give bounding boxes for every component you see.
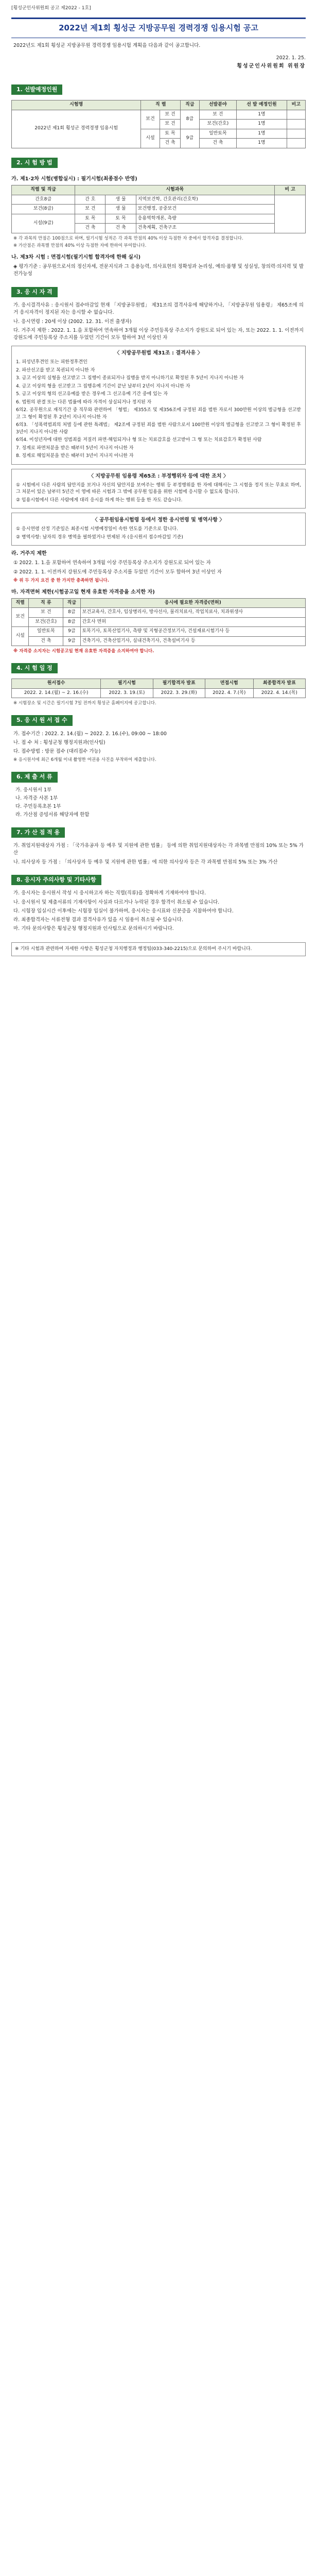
box-line: ② 병역사항: 남자의 경우 병역을 필하였거나 면제된 자 (응시원서 접수마감일 기준) <box>16 534 183 540</box>
document-item: 라. 가산점 증빙서류 해당자에 한함 <box>15 812 90 818</box>
exam-note: ※ 각 과목의 만점은 100점으로 하며, 필기시험 성적은 각 과목 만점의 40% 이상 득점한 자 중에서 합격자를 결정합니다. <box>13 235 243 241</box>
box-title: 〈 공무원임용시험령 등에서 정한 응시연령 및 병역사항 〉 <box>92 517 225 523</box>
subsection-title: 라. 거주지 제한 <box>11 551 47 557</box>
issuing-org: 횡성군인사위원회 위원장 <box>237 63 306 69</box>
table-header: 필기시험 <box>101 679 153 689</box>
interview-criteria: ◈ 평가기준 : 공무원으로서의 정신자세, 전문지식과 그 응용능력, 의사표현의 정확성과 논리성, 예의·품행 및 성실성, 창의력·의지력 및 발전가능성 <box>13 264 304 277</box>
box-line: ① 시험에서 다른 사람의 답안지를 보거나 자신의 답안지를 보여주는 행위 등 부정행위를 한 자에 대해서는 그 시험을 정지 또는 무효로 하며, 그 처분이 있은 날부터 5년간 이 영에 따른 시험과 그 밖에 공무원 임용을 위한 시험에 응시할 수 없도록 합니다. <box>16 482 301 495</box>
box-line: 4. 금고 이상의 형을 선고받고 그 집행유예 기간이 끝난 날부터 2년이 지나지 아니한 자 <box>16 383 190 389</box>
page-title: 2022년 제1회 횡성군 지방공무원 경력경쟁 임용시험 공고 <box>11 18 306 39</box>
section-title-schedule: 4. 시 험 일 정 <box>11 663 58 674</box>
exam-subject-table <box>11 185 306 233</box>
table-header: 선 발 예정인원 <box>237 100 287 110</box>
caution-item: 라. 최종합격자는 서류전형 결과 결격사유가 있을 시 임용이 취소될 수 있습니다. <box>13 917 183 923</box>
box-line: 3. 금고 이상의 실형을 선고받고 그 집행이 종료되거나 집행을 받지 아니하기로 확정된 후 5년이 지나지 아니한 자 <box>16 376 244 381</box>
table-header: 직 류 <box>29 598 63 608</box>
table-header: 필기합격자 발표 <box>153 679 205 689</box>
residence-item: ① 2022. 1. 1.을 포함하여 연속하여 3개월 이상 주민등록상 주소지가 강원도로 되어 있는 자 <box>13 560 211 566</box>
section-title-eligibility: 3. 응 시 자 격 <box>11 287 58 298</box>
table-header: 직급 <box>181 100 199 110</box>
table-header: 원서접수 <box>12 679 101 689</box>
table-header: 비 고 <box>275 185 306 195</box>
table-row: 시설 토 목 9급 일반토목 1명 <box>12 129 306 139</box>
table-row: 2022년 제1회 횡성군 경력경쟁 임용시험 보건 보 건 8급 보 건 1명 <box>12 110 306 120</box>
caution-item: 마. 기타 문의사항은 횡성군청 행정지원과 인사팀으로 문의하시기 바랍니다. <box>13 926 174 932</box>
bonus-item: 가. 취업지원대상자 가점 : 「국가유공자 등 예우 및 지원에 관한 법률」 등에 의한 취업지원대상자는 각 과목별 만점의 10% 또는 5% 가산 <box>13 843 304 856</box>
table-row: 시설 일반토목 9급 토목기사, 토목산업기사, 측량 및 지형공간정보기사, 건설재료시험기사 등 <box>12 627 306 637</box>
notice-page <box>0 0 317 972</box>
table-row: 건 축 9급 건축기사, 건축산업기사, 실내건축기사, 건축설비기사 등 <box>12 636 306 646</box>
table-header: 응시에 필요한 자격증(면허) <box>80 598 305 608</box>
table-header: 최종합격자 발표 <box>253 679 305 689</box>
residence-item: ② 2022. 1. 1. 이전까지 강원도에 주민등록상 주소지를 두었던 기간이 모두 합하여 3년 이상인 자 <box>13 569 222 575</box>
table-row: 보건 보 건 8급 보건교육사, 간호사, 임상병리사, 방사선사, 물리치료사, 작업치료사, 치과위생사 <box>12 608 306 618</box>
box-line: 7. 징계로 파면처분을 받은 때부터 5년이 지나지 아니한 자 <box>16 445 134 451</box>
license-table <box>11 598 306 647</box>
table-row: 건 축 건 축 건축계획, 건축구조 <box>12 224 306 233</box>
eligibility-item: 나. 응시연령 : 20세 이상 (2002. 12. 31. 이전 출생자) <box>13 318 132 325</box>
license-note: ※ 자격증 소지자는 시험공고일 현재 유효한 자격증을 소지하여야 합니다. <box>13 649 154 654</box>
table-header: 면접시험 <box>205 679 253 689</box>
table-header: 직렬 <box>12 598 29 608</box>
section-title-exam-method: 2. 시 험 방 법 <box>11 158 58 168</box>
table-header: 선발분야 <box>199 100 237 110</box>
section-title-application: 5. 응 시 원 서 접 수 <box>11 715 73 726</box>
table-row: 2022. 2. 14.(월) ~ 2. 16.(수) 2022. 3. 19.(토) 2022. 3. 29.(화) 2022. 4. 7.(목) 2022. 4. 14.(목) <box>12 688 306 698</box>
table-row: 건 축 건 축 1명 <box>12 139 306 148</box>
age-military-box <box>11 513 306 546</box>
subsection-title: 마. 자격면허 제한(시험공고일 현재 유효한 자격증을 소지한 자) <box>11 589 155 595</box>
schedule-table <box>11 679 306 698</box>
contact-footer: ※ 기타 시험과 관련하여 자세한 사항은 횡성군청 자치행정과 행정팀(033-340-2215)으로 문의하여 주시기 바랍니다. <box>11 942 306 957</box>
disqualification-box <box>11 346 306 465</box>
table-header: 시험과목 <box>75 185 275 195</box>
subsection-title: 나. 제3차 시험 : 면접시험(필기시험 합격자에 한해 실시) <box>11 255 141 260</box>
table-header: 직렬 및 직급 <box>12 185 75 195</box>
caution-item: 가. 응시자는 응시원서 작성 시 응시하고자 하는 직렬(직류)을 정확하게 기재하여야 합니다. <box>13 890 206 896</box>
table-row: 보건(8급) 보 건 생 물 보건행정, 공중보건 <box>12 205 306 214</box>
schedule-note: ※ 시험장소 및 시간은 필기시험 7일 전까지 횡성군 홈페이지에 공고합니다. <box>13 701 156 706</box>
eligibility-item: 다. 거주지 제한 : 2022. 1. 1.을 포함하여 연속하여 3개월 이상 주민등록상 주소지가 강원도로 되어 있는 자, 또는 2022. 1. 1. 이전까지 강원도에 주민등록상 주소지를 두었던 기간이 모두 합하여 3년 이상인 자 <box>13 327 304 341</box>
eligibility-item: 가. 응시결격사유 : 응시원서 접수마감일 현재 「지방공무원법」 제31조의 결격사유에 해당하거나, 「지방공무원 임용령」 제65조에 의거 응시자격이 정지된 자는 응시할 수 없습니다. <box>13 302 304 316</box>
table-row: 보건(간호) 8급 간호사 면허 <box>12 617 306 627</box>
table-row: 시설(9급) 토 목 토 목 응용역학개론, 측량 <box>12 214 306 224</box>
box-title: 〈 지방공무원법 제31조 : 결격사유 〉 <box>114 350 203 357</box>
box-line: ① 응시연령 산정 기준일은 최종시험 시행예정일이 속한 연도를 기준으로 합니다. <box>16 527 178 532</box>
box-title: 〈 지방공무원 임용령 제65조 : 부정행위자 등에 대한 조치 〉 <box>88 473 229 479</box>
misconduct-box <box>11 469 306 509</box>
box-line: 6의4. 미성년자에 대한 성범죄를 저질러 파면·해임되거나 형 또는 치료감호를 선고받아 그 형 또는 치료감호가 확정된 사람 <box>16 437 262 443</box>
caution-item: 다. 시험장 입실시간 이후에는 시험장 입실이 불가하며, 응시자는 응시표와 신분증을 지참하여야 합니다. <box>13 908 234 914</box>
application-item: 다. 접수방법 : 방문 접수 (대리접수 가능) <box>13 749 101 754</box>
section-title-notes: 8. 응시자 주의사항 및 기타사항 <box>11 875 101 886</box>
box-line: 6의2. 공무원으로 재직기간 중 직무와 관련하여 「형법」 제355조 및 제356조에 규정된 죄를 범한 자로서 300만원 이상의 벌금형을 선고받고 그 형이 확정된 후 2년이 지나지 아니한 자 <box>16 408 301 420</box>
intro-text: 2022년도 제1회 횡성군 지방공무원 경력경쟁 임용시험 계획을 다음과 같이 공고합니다. <box>13 43 201 48</box>
notice-number: [횡성군인사위원회 공고 제2022 - 1호] <box>11 6 91 11</box>
table-header: 시험명 <box>12 100 141 110</box>
box-line: ② 임용시험에서 다른 사람에게 대리 응시를 하게 하는 행위 등을 한 자도 같습니다. <box>16 497 183 503</box>
box-line: 2. 파산선고를 받고 복권되지 아니한 자 <box>16 367 95 373</box>
table-header: 직급 <box>63 598 80 608</box>
box-line: 8. 징계로 해임처분을 받은 때부터 3년이 지나지 아니한 자 <box>16 453 134 459</box>
application-item: 나. 접 수 처 : 횡성군청 행정지원과(인사팀) <box>13 739 105 745</box>
notice-date: 2022. 1. 25. <box>276 55 306 61</box>
exam-note: ※ 가산점은 과목별 만점의 40% 이상 득점한 자에 한하여 부여합니다. <box>13 243 147 249</box>
residence-note: ※ 위 두 가지 요건 중 한 가지만 충족하면 됩니다. <box>13 578 109 583</box>
box-line: 6. 법원의 판결 또는 다른 법률에 따라 자격이 상실되거나 정지된 자 <box>16 399 152 405</box>
section-title-recruitment: 1. 선발예정인원 <box>11 84 62 95</box>
box-line: 5. 금고 이상의 형의 선고유예를 받은 경우에 그 선고유예 기간 중에 있는 자 <box>16 392 168 397</box>
document-item: 다. 주민등록초본 1부 <box>15 804 61 809</box>
document-item: 나. 자격증 사본 1부 <box>15 795 58 801</box>
subsection-title: 가. 제1·2차 시험(병합실시) : 필기시험(최종점수 반영) <box>11 176 137 182</box>
section-title-bonus-points: 7. 가 산 점 적 용 <box>11 827 65 838</box>
table-row: 간호8급 간 호 생 물 지역보건학, 간호관리(간호학) <box>12 195 306 205</box>
application-note: ※ 응시원서에 최근 6개월 이내 촬영한 여권용 사진을 부착하여 제출합니다. <box>13 757 156 763</box>
application-item: 가. 접수기간 : 2022. 2. 14.(월) ~ 2022. 2. 16.(수), 09:00 ~ 18:00 <box>13 731 167 737</box>
section-title-documents: 6. 제 출 서 류 <box>11 772 58 783</box>
table-header: 비고 <box>287 100 305 110</box>
caution-item: 나. 응시원서 및 제출서류의 기재사항이 사실과 다르거나 누락된 경우 합격이 취소될 수 있습니다. <box>13 899 220 905</box>
document-item: 가. 응시원서 1부 <box>15 787 52 793</box>
recruitment-table <box>11 100 306 148</box>
box-line: 6의3. 「성폭력범죄의 처벌 등에 관한 특례법」 제2조에 규정된 죄를 범한 사람으로서 100만원 이상의 벌금형을 선고받고 그 형이 확정된 후 3년이 지나지 아니한 사람 <box>16 422 301 435</box>
table-header: 직 렬 <box>141 100 181 110</box>
table-row: 보 건 보건(간호) 1명 <box>12 120 306 129</box>
box-line: 1. 피성년후견인 또는 피한정후견인 <box>16 360 87 365</box>
bonus-item: 나. 의사상자 등 가점 : 「의사상자 등 예우 및 지원에 관한 법률」에 의한 의사상자 등은 각 과목별 만점의 5% 또는 3% 가산 <box>13 859 278 865</box>
